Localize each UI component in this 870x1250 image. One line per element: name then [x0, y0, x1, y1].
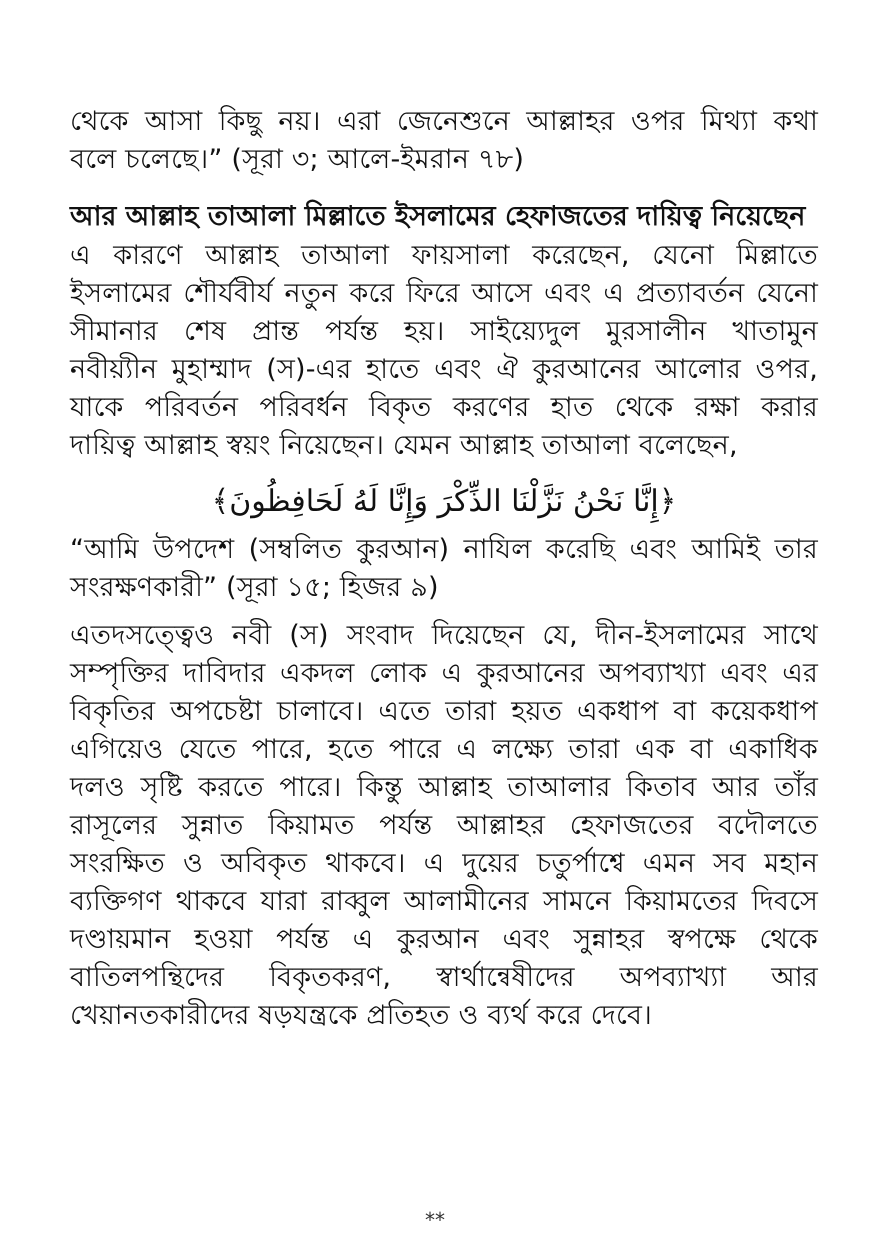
text-line: দায়িত্ব আল্লাহ স্বয়ং নিয়েছেন। যেমন আল্লাহ তাআলা বলেছেন, — [70, 430, 738, 461]
text-line: বাতিলপন্থিদের বিকৃতকরণ, স্বার্থান্বেষীদের অপব্যাখ্যা আর — [70, 962, 818, 993]
text-line: সম্পৃক্তির দাবিদার একদল লোক এ কুরআনের অপব্যাখ্যা এবং এর — [70, 658, 818, 689]
text-line: রাসূলের সুন্নাত কিয়ামত পর্যন্ত আল্লাহর হেফাজতের বদৌলতে — [70, 810, 818, 841]
text-line: বলে চলেছে।” (সূরা ৩; আলে-ইমরান ৭৮) — [70, 144, 525, 175]
text-line: ইসলামের শৌর্যবীর্য নতুন করে ফিরে আসে এবং এ প্রত্যাবর্তন যেনো — [70, 278, 818, 309]
text-line: বিকৃতির অপচেষ্টা চালাবে। এতে তারা হয়ত একধাপ বা কয়েকধাপ — [70, 696, 818, 727]
text-line: খেয়ানতকারীদের ষড়যন্ত্রকে প্রতিহত ও ব্যর্থ করে দেবে। — [70, 1000, 652, 1031]
text-line: ব্যক্তিগণ থাকবে যারা রাব্বুল আলামীনের সামনে কিয়ামতের দিবসে — [70, 886, 818, 917]
text-line: দলও সৃষ্টি করতে পারে। কিন্তু আল্লাহ তাআলার কিতাব আর তাঁর — [70, 772, 818, 803]
text-line: থেকে আসা কিছু নয়। এরা জেনেশুনে আল্লাহর ওপর মিথ্যা কথা — [70, 106, 818, 137]
text-line: এতদসত্ত্বেও নবী (স) সংবাদ দিয়েছেন যে, দীন-ইসলামের সাথে — [70, 620, 818, 651]
text-line: সংরক্ষিত ও অবিকৃত থাকবে। এ দুয়ের চতুর্পাশ্বে এমন সব মহান — [70, 848, 818, 879]
text-line: যাকে পরিবর্তন পরিবর্ধন বিকৃত করণের হাত থেকে রক্ষা করার — [70, 392, 818, 423]
text-line: এ কারণে আল্লাহ তাআলা ফায়সালা করেছেন, যেনো মিল্লাতে — [70, 240, 818, 271]
text-line: এগিয়েও যেতে পারে, হতে পারে এ লক্ষ্যে তারা এক বা একাধিক — [70, 734, 818, 765]
text-line: “আমি উপদেশ (সম্বলিত কুরআন) নাযিল করেছি এবং আমিই তার — [70, 534, 818, 565]
text-line: সীমানার শেষ প্রান্ত পর্যন্ত হয়। সাইয়্যেদুল মুরসালীন খাতামুন — [70, 316, 818, 347]
text-line: দণ্ডায়মান হওয়া পর্যন্ত এ কুরআন এবং সুন্নাহর স্বপক্ষে থেকে — [70, 924, 818, 955]
arabic-verse: ﴿إِنَّا نَحْنُ نَزَّلْنَا الذِّكْرَ وَإِنَّا لَهُ لَحَافِظُونَ﴾ — [211, 484, 677, 519]
paragraph-main — [70, 242, 818, 462]
text-line: সংরক্ষণকারী” (সূরা ১৫; হিজর ৯) — [70, 572, 439, 603]
paragraph-continuation — [70, 108, 818, 176]
verse-translation — [70, 536, 818, 604]
paragraph-prophecy — [70, 622, 818, 1032]
text-line: নবীয়্যীন মুহাম্মাদ (স)-এর হাতে এবং ঐ কুরআনের আলোর ওপর, — [70, 354, 818, 385]
page-footer-mark: ** — [425, 1208, 445, 1232]
section-heading: আর আল্লাহ তাআলা মিল্লাতে ইসলামের হেফাজতের দায়িত্ব নিয়েছেন — [70, 201, 806, 232]
